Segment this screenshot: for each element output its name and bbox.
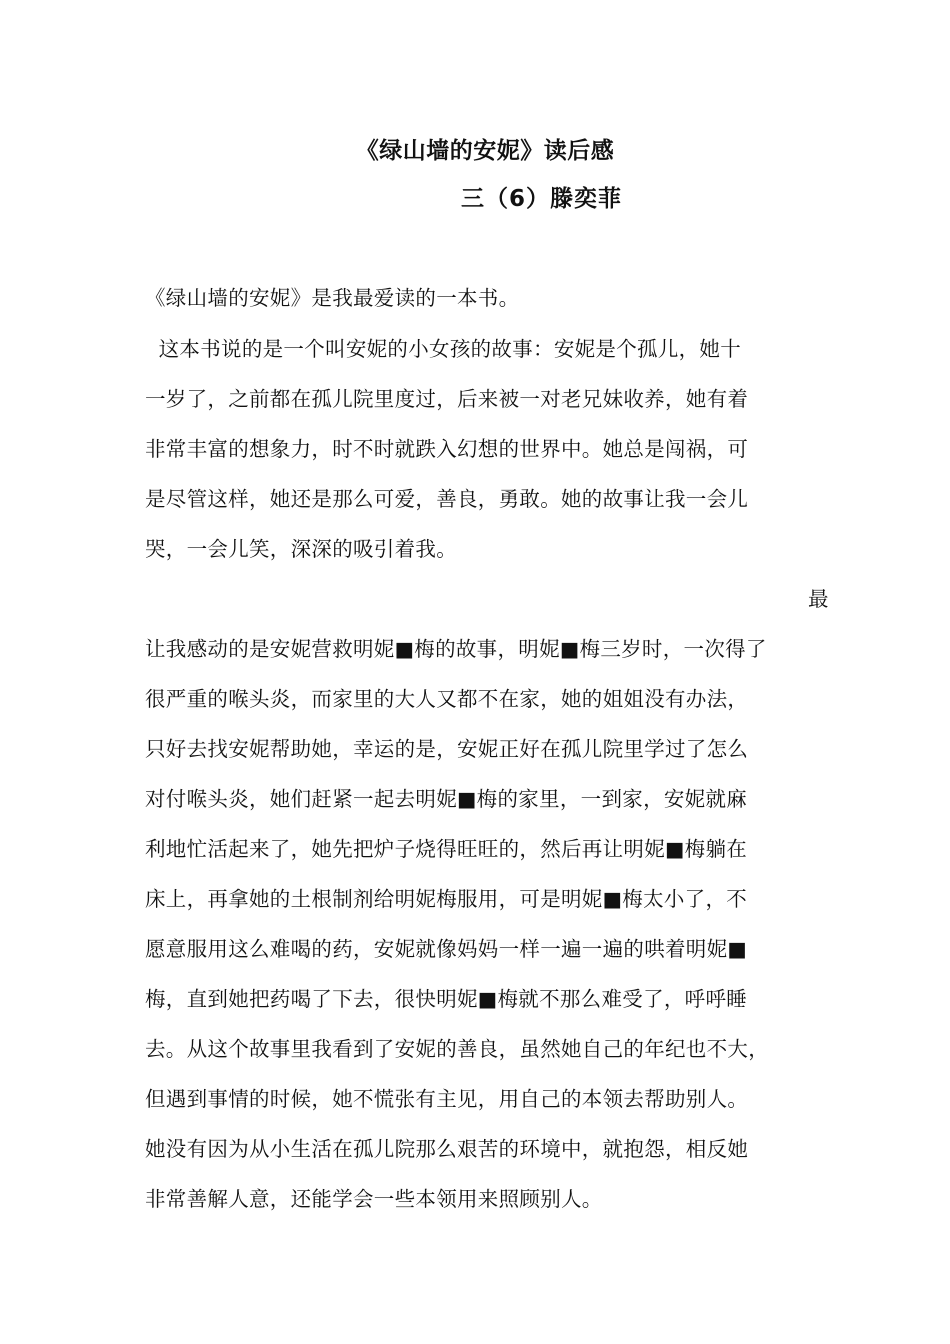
body-line-3: 一岁了，之前都在孤儿院里度过，后来被一对老兄妹收养，她有着	[145, 387, 749, 411]
body-line-14: 愿意服用这么难喝的药，安妮就像妈妈一样一遍一遍的哄着明妮■	[145, 937, 748, 961]
body-line-13: 床上，再拿她的土根制剂给明妮梅服用，可是明妮■梅太小了，不	[145, 887, 748, 911]
body-line-5: 是尽管这样，她还是那么可爱，善良，勇敢。她的故事让我一会儿	[145, 487, 749, 511]
body-line-18: 她没有因为从小生活在孤儿院那么艰苦的环境中，就抱怨，相反她	[145, 1137, 749, 1161]
body-line-10: 只好去找安妮帮助她，幸运的是，安妮正好在孤儿院里学过了怎么	[145, 737, 749, 761]
body-line-2: 这本书说的是一个叫安妮的小女孩的故事：安妮是个孤儿，她十	[145, 337, 742, 361]
document-title: 《绿山墙的安妮》读后感	[355, 138, 615, 164]
body-line-4: 非常丰富的想象力，时不时就跌入幻想的世界中。她总是闯祸，可	[145, 437, 749, 461]
body-line-12: 利地忙活起来了，她先把炉子烧得旺旺的，然后再让明妮■梅躺在	[145, 837, 748, 861]
document-author: 三（6）滕奕菲	[461, 186, 623, 212]
body-line-6: 哭，一会儿笑，深深的吸引着我。	[145, 537, 457, 561]
body-line-16: 去。从这个故事里我看到了安妮的善良，虽然她自己的年纪也不大，	[145, 1037, 769, 1061]
body-line-17: 但遇到事情的时候，她不慌张有主见，用自己的本领去帮助别人。	[145, 1087, 749, 1111]
body-line-15: 梅，直到她把药喝了下去，很快明妮■梅就不那么难受了，呼呼睡	[145, 987, 748, 1011]
body-line-9: 很严重的喉头炎，而家里的大人又都不在家，她的姐姐没有办法，	[145, 687, 749, 711]
body-line-1: 《绿山墙的安妮》是我最爱读的一本书。	[145, 286, 520, 310]
body-line-11: 对付喉头炎，她们赶紧一起去明妮■梅的家里，一到家，安妮就麻	[145, 787, 748, 811]
body-line-7: 最	[808, 587, 829, 611]
body-line-19: 非常善解人意，还能学会一些本领用来照顾别人。	[145, 1187, 603, 1211]
body-line-8: 让我感动的是安妮营救明妮■梅的故事，明妮■梅三岁时，一次得了	[145, 637, 767, 661]
